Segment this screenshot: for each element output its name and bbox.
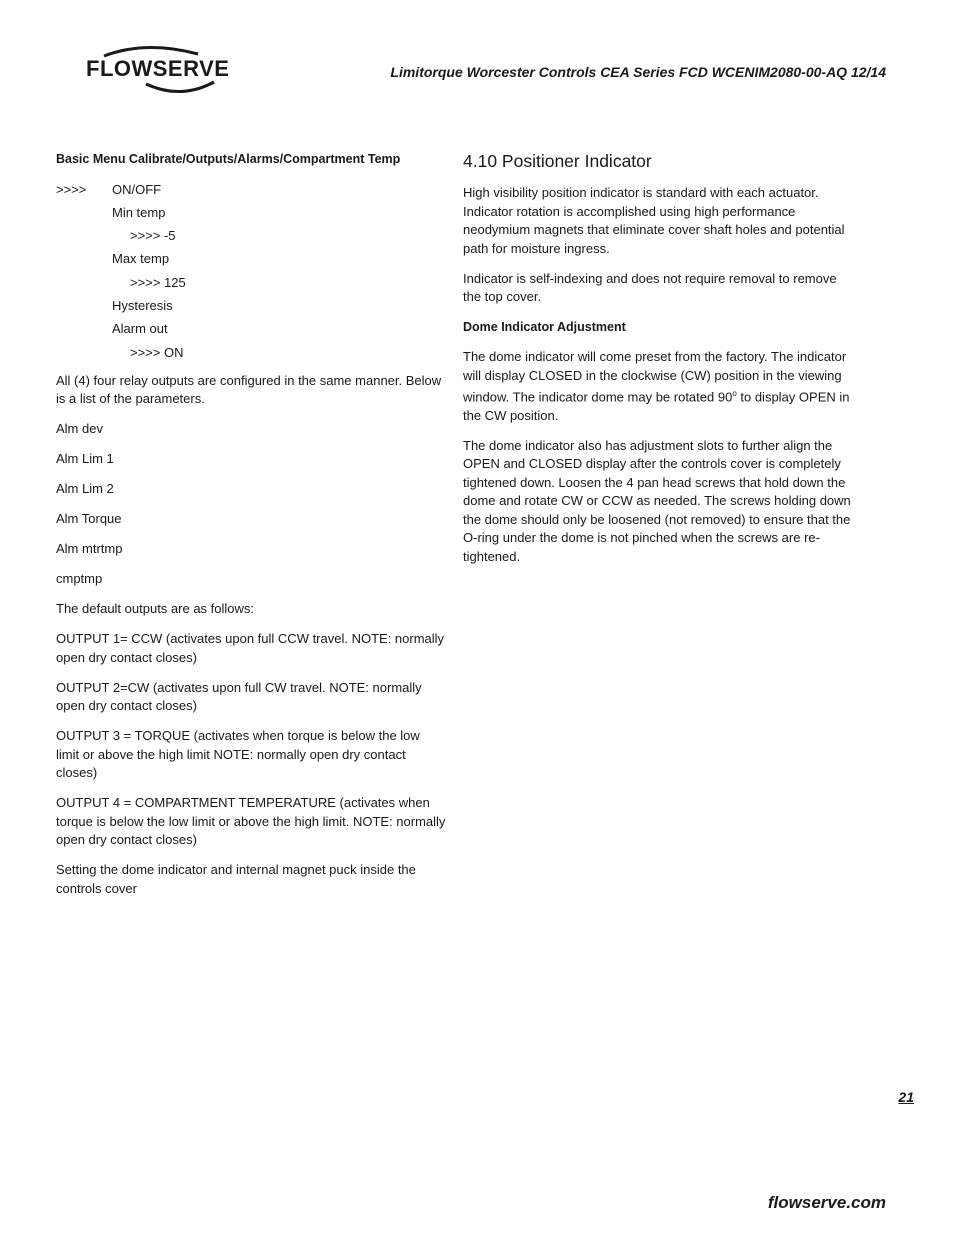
- paragraph: High visibility position indicator is standard with each actuator. Indicator rotation is accomplished using high performance neodymium magnets that eliminate cover shaft holes and potential path for moisture ingress.: [463, 185, 845, 256]
- paragraph: Alm Lim 1: [56, 451, 114, 467]
- footer-url: flowserve.com: [767, 1193, 886, 1212]
- menu-row: [56, 297, 446, 320]
- menu-label: ON/OFF: [112, 181, 162, 197]
- menu-row: [56, 204, 446, 227]
- logo-wordmark: FLOWSERVE: [86, 56, 230, 81]
- menu-label: Alarm out: [112, 321, 168, 337]
- menu-row: [56, 274, 446, 297]
- paragraph: [463, 348, 853, 425]
- menu-row: [56, 320, 446, 343]
- document-header-title: Limitorque Worcester Controls CEA Series FCD WCENIM2080-00-AQ 12/14: [390, 64, 886, 80]
- left-paragraphs: [56, 372, 446, 899]
- paragraph: Indicator is self-indexing and does not require removal to remove the top cover.: [463, 270, 837, 304]
- paragraph: The dome indicator also has adjustment slots to further align the OPEN and CLOSED display after the controls cover is completely tightened down. Loosen the 4 pan head screws that hold down the dome and rotate CW or CCW as needed. The screws holding down the dome should only be loosened (not removed) to ensure that the O-ring under the dome is not pinched when the screws are re-tightened.: [463, 437, 851, 564]
- menu-prefix: >>>>: [56, 181, 87, 197]
- paragraph: OUTPUT 4 = COMPARTMENT TEMPERATURE (activates when torque is below the low limit or above the high limit. NOTE: normally open dry contact closes): [56, 795, 446, 848]
- section-title: 4.10 Positioner Indicator: [463, 151, 652, 171]
- paragraph-text: The dome indicator will come preset from the factory. The indicator will display CLOSED in the clockwise (CW) position in the viewing window. The indicator dome may be rotated 90: [463, 349, 847, 405]
- paragraph-text: to display OPEN in the CW position.: [463, 389, 850, 423]
- basic-menu-subhead: Basic Menu Calibrate/Outputs/Alarms/Compartment Temp: [56, 152, 401, 166]
- degree-superscript: o: [732, 389, 737, 398]
- paragraph: All (4) four relay outputs are configured in the same manner. Below is a list of the parameters.: [56, 372, 442, 407]
- paragraph: OUTPUT 1= CCW (activates upon full CCW travel. NOTE: normally open dry contact closes): [56, 631, 445, 665]
- paragraph: Alm Lim 2: [56, 481, 114, 497]
- menu-row: [56, 344, 446, 367]
- menu-row: [56, 181, 446, 204]
- right-column: [463, 150, 853, 578]
- menu-value: >>>> ON: [130, 344, 184, 360]
- menu-row: [56, 227, 446, 250]
- menu-row: [56, 250, 446, 273]
- paragraph: The default outputs are as follows:: [56, 601, 255, 617]
- paragraph: cmptmp: [56, 571, 103, 587]
- menu-label: Max temp: [112, 251, 170, 267]
- paragraph: OUTPUT 3 = TORQUE (activates when torque is below the low limit or above the high limit NOTE: normally open dry contact closes): [56, 728, 420, 781]
- paragraph: OUTPUT 2=CW (activates upon full CW travel. NOTE: normally open dry contact closes): [56, 679, 422, 714]
- menu-label: Min temp: [112, 204, 166, 220]
- menu-label: Hysteresis: [112, 297, 173, 313]
- dome-indicator-subhead: Dome Indicator Adjustment: [463, 320, 626, 334]
- page-number: 21: [898, 1089, 914, 1105]
- paragraph: Alm mtrtmp: [56, 541, 123, 557]
- flowserve-logo: [86, 42, 230, 98]
- menu-value: >>>> 125: [130, 274, 186, 290]
- paragraph: Alm dev: [56, 421, 103, 437]
- paragraph: Alm Torque: [56, 511, 122, 527]
- paragraph: Setting the dome indicator and internal magnet puck inside the controls cover: [56, 862, 416, 896]
- menu-list: [56, 181, 446, 367]
- menu-value: >>>> -5: [130, 228, 176, 244]
- left-column: [56, 150, 446, 910]
